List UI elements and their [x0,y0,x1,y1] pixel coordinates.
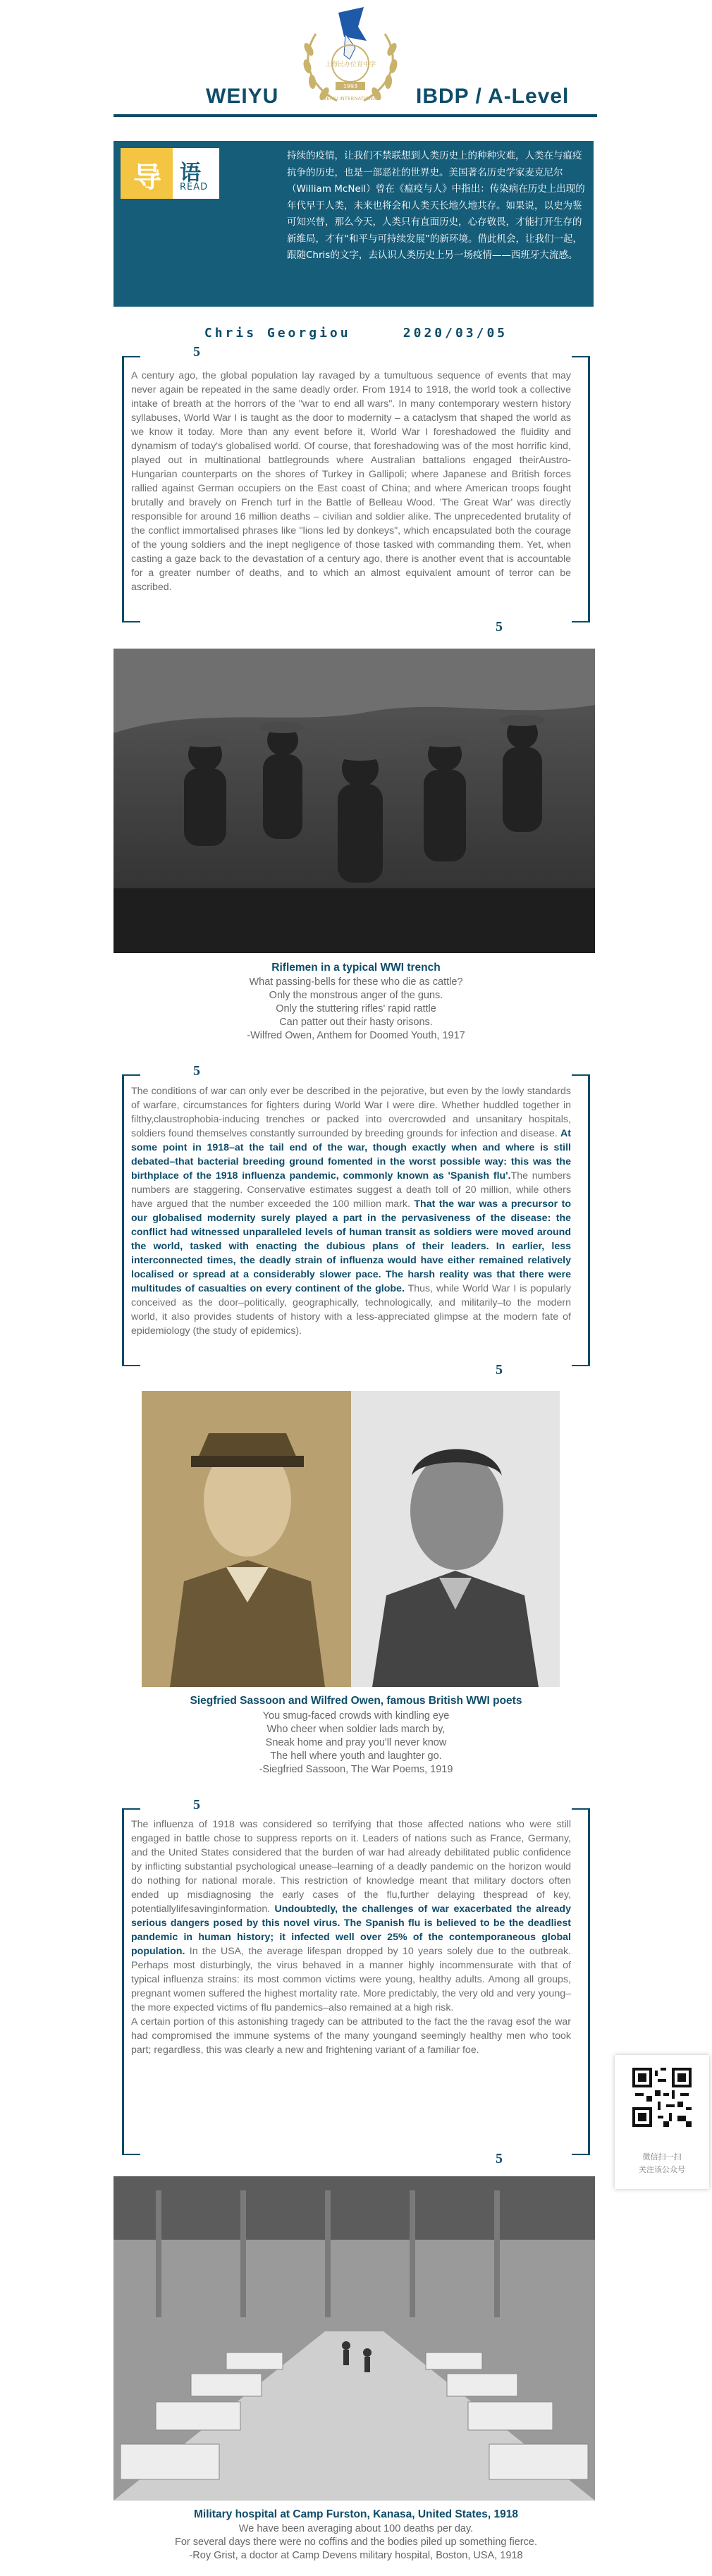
trench-photo [113,649,595,953]
caption-line: -Roy Grist, a doctor at Camp Devens military hospital, Boston, USA, 1918 [189,2550,523,2561]
p2-text: The conditions of war can only ever be described in the pejorative, but even by the lowly standards of warfare, circumstances for fighters during World War I were dire. Whether huddled together in filthy,claustrophobia-inducing trenches or packed into overcrowded and unsanitary hospitals, soldiers found themselves constantly surrounded by breeding grounds for infection and disease. [131,1086,571,1139]
logo-cn-text: 上海民办位育中学 [324,61,376,68]
caption-line: Can patter out their hasty orisons. [279,1017,433,1028]
caption-line: We have been averaging about 100 deaths per day. [238,2523,474,2534]
paragraph-1: A century ago, the global population lay ravaged by a tumultuous sequence of events that may never again be repeated in the same deadly order. From 1914 to 1918, the world took a collective intake of breath at the horrors of the "war to end all wars". In many contemporary western history syllabuses, World War I is taught as the door to modernity – a cataclysm that shaped the world as we know it today. More than any event before it, World War I foreshadowed the fluidity and dynamism of today's globalised world. Of course, that foreshadowing was of the most horrific kind, played out in multinational battlegrounds where Australian battalions engaged theirAustro-Hungarian counterparts on the shores of Turkey in Gallipoli; where Japanese and British forces rallied against German occupiers on the East coast of China; and where American troops fought brutally and bravely on French turf in the Battle of Belleau Wood. 'The Great War' was directly responsible for around 16 million deaths – civilian and soldier alike. The unprecedented brutality of the conflict immortalised phrases like "lions led by donkeys", which encapsulated both the courage of the young soldiers and the inept negligence of those tasked with commanding them. Yet, when casting a gaze back to the devastation of a century ago, there is another event that is accountable for a greater number of deaths, and to which an almost equivalent amount of terror can be ascribed. [131,370,571,593]
intro-tag-cn-1: 导 [133,161,161,194]
qr-code-icon [632,2068,692,2127]
section-marker: 5 [193,344,200,360]
figure-1-title: Riflemen in a typical WWI trench [271,962,441,974]
p3-highlight: Undoubtedly, the challenges of war exacerbated the already serious dangers posed by this novel virus. The Spanish flu is believed to be the deadliest pandemic in human history; it infected well over 25% of the contemporaneous global population. [131,1903,571,1957]
header-rule [113,114,597,117]
owen-portrait [351,1391,560,1687]
p2-highlight: At some point in 1918–at the tail end of the war, though exactly when and where is still debated–that bacterial breeding ground fomented in the worst possible way: this was the birthplace of the 1918 influenza pandemic, commonly known as 'Spanish flu'. [131,1128,571,1182]
figure-1-caption [0,976,712,1043]
intro-tag-en: READ [180,182,209,192]
paragraph-2 [131,1084,571,1338]
p2-text: The numbers numbers are staggering. Conservative estimates suggest a death toll of 20 million, while others have argued that the number exceeded the 100 million mark. [131,1170,571,1210]
p3-text: The influenza of 1918 was considered so terrifying that those affected nations who were still engaged in battle chose to suppress reports on it. Leaders of nations such as France, Germany, and the United States considered that the burden of war had already debilitated public confidence by inflicting substantial psychological unease–learning of a deadly pandemic on the horizon would do nothing for national morale. This restriction of knowledge meant that military doctors often ended up misdiagnosing the early cases of the flu,further delaying thespread of key, potentiallylifesavinginformation. [131,1819,571,1915]
hospital-photo [113,2176,595,2501]
caption-line: For several days there were no coffins and the bodies piled up something fierce. [175,2537,537,2548]
author: Chris Georgiou [204,326,351,341]
figure-2-caption [0,1710,712,1777]
section-marker: 5 [496,2151,503,2166]
date: 2020/03/05 [403,326,508,341]
intro-text: 持续的疫情，让我们不禁联想到人类历史上的种种灾难，人类在与瘟疫抗争的历史，也是一部恶社的世界史。美国著名历史学家麦克尼尔（William McNeil）曾在《瘟疫与人》中指出：传染病在历史上出现的年代早于人类，未来也将会和人类天长地久地共存。如果说，以史为鉴可知兴替，那么今天，人类只有直面历史，心存敬畏，才能打开生存的新维局，才有“和平与可持续发展”的新环境。借此机会，让我们一起，跟随Chris的文字，去认识人类历史上另一场疫情——西班牙大流感。 [287,150,585,261]
p2-highlight: That the war was a precursor to our globalised modernity surely played a part in the pervasiveness of the disease: the conflict had witnessed unparalleled levels of human transit as soldiers were moved around the world, tasked with enacting the dubious plans of their leaders. In earlier, less interconnected times, the deadly strain of influenza would have either remained relatively localised or spread at a considerably slower pace. The harsh reality was that there were multitudes of casualties on every continent of the globe. [131,1198,571,1294]
logo-year: 1993 [343,83,358,90]
section-marker: 5 [193,1063,200,1079]
school-logo [288,6,413,110]
qr-follow-widget[interactable] [615,2055,709,2189]
caption-line: Only the monstrous anger of the guns. [269,990,443,1001]
figure-3-title: Military hospital at Camp Furston, Kanasa, United States, 1918 [194,2508,518,2520]
caption-line: Who cheer when soldier lads march by, [266,1724,446,1735]
paragraph-3 [131,1817,571,2057]
caption-line: Only the stuttering rifles' rapid rattle [276,1003,436,1014]
caption-line: -Wilfred Owen, Anthem for Doomed Youth, 1917 [247,1030,465,1041]
intro-box [113,141,594,307]
p3-text: In the USA, the average lifespan dropped by 10 years solely due to the outbreak. Perhaps most disturbingly, the virus behaved in a manner highly incommensurate with that of typical influenza strains: its most common victims were young, healthy adults. Among all groups, pregnant women suffered the highest mortality rate. More predictably, the very old and very young–the more expected victims of flu pandemics–also remained at a high risk. [131,1946,571,2013]
qr-label-1: 微信扫一扫 [642,2152,682,2161]
section-marker: 5 [193,1797,200,1813]
intro-tag-cn-2: 语 [180,161,201,185]
caption-line: -Siegfried Sassoon, The War Poems, 1919 [259,1764,453,1775]
p2-text: Thus, while World War I is popularly conceived as the door–politically, geographically, technologically, and militarily–to the modern world, it also provides students of history with a less-appreciated glimpse at the modern fate of epidemiology (the study of epidemics). [131,1283,571,1337]
caption-line: Sneak home and pray you'll never know [265,1737,447,1748]
brand-right: IBDP / A-Level [416,85,570,108]
qr-label-2: 关注该公众号 [639,2165,685,2174]
figure-3-caption [0,2522,712,2563]
figure-2-title: Siegfried Sassoon and Wilfred Owen, famous British WWI poets [190,1695,522,1707]
section-marker: 5 [496,619,503,634]
caption-line: The hell where youth and laughter go. [270,1750,442,1762]
p3-text: A certain portion of this astonishing tragedy can be attributed to the fact the the ravag esof the war had compromised the immune systems of the many youngand seemingly healthy men who took part; regardless, this was clearly a new and frightening variant of a familiar foe. [131,2016,571,2056]
sassoon-portrait [142,1391,351,1687]
caption-line: You smug-faced crowds with kindling eye [262,1710,450,1722]
caption-line: What passing-bells for these who die as cattle? [249,976,463,988]
byline [0,326,712,341]
intro-tag [121,148,219,199]
section-marker: 5 [496,1362,503,1378]
logo-en-text: WEIYU INTERNATIONAL [321,96,379,102]
brand-left: WEIYU [206,85,279,108]
